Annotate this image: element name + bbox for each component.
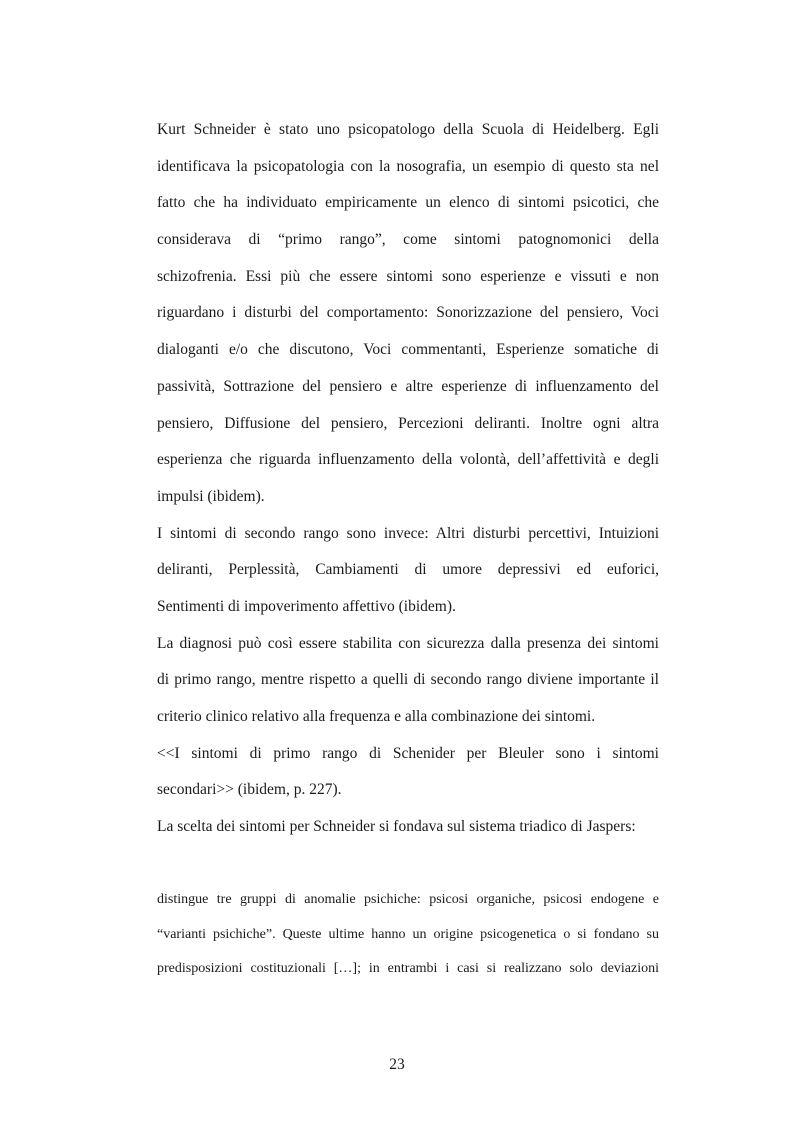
- text-line: pensiero, Diffusione del pensiero, Percezioni deliranti. Inoltre ogni altra: [157, 414, 659, 432]
- text-line: Sentimenti di impoverimento affettivo (ibidem).: [157, 597, 456, 615]
- text-line: La diagnosi può così essere stabilita con sicurezza dalla presenza dei sintomi: [157, 634, 659, 652]
- text-line: schizofrenia. Essi più che essere sintomi sono esperienze e vissuti e non: [157, 267, 659, 285]
- quote-line: predisposizioni costituzionali […]; in entrambi i casi si realizzano solo deviazioni: [157, 961, 659, 976]
- text-line: criterio clinico relativo alla frequenza e alla combinazione dei sintomi.: [157, 708, 596, 725]
- text-line: di primo rango, mentre rispetto a quelli di secondo rango diviene importante il: [157, 671, 659, 689]
- text-line: impulsi (ibidem).: [157, 487, 265, 505]
- text-line: La scelta dei sintomi per Schneider si fondava sul sistema triadico di Jaspers:: [157, 818, 636, 836]
- page-number: 23: [389, 1056, 405, 1073]
- block-quote: [157, 888, 659, 992]
- text-line: <<I sintomi di primo rango di Schenider per Bleuler sono i sintomi: [157, 744, 659, 762]
- text-line: fatto che ha individuato empiricamente un elenco di sintomi psicotici, che: [157, 194, 659, 212]
- text-line: secondari>> (ibidem, p. 227).: [157, 781, 342, 799]
- text-line: deliranti, Perplessità, Cambiamenti di umore depressivi ed euforici,: [157, 561, 659, 579]
- text-line: Kurt Schneider è stato uno psicopatologo della Scuola di Heidelberg. Egli: [157, 121, 659, 138]
- text-line: riguardano i disturbi del comportamento: Sonorizzazione del pensiero, Voci: [157, 304, 659, 322]
- text-line: passività, Sottrazione del pensiero e altre esperienze di influenzamento del: [157, 377, 659, 395]
- body-text: [157, 116, 659, 850]
- text-line: identificava la psicopatologia con la nosografia, un esempio di questo sta nel: [157, 157, 659, 175]
- text-line: considerava di “primo rango”, come sintomi patognomonici della: [157, 231, 659, 249]
- text-line: I sintomi di secondo rango sono invece: Altri disturbi percettivi, Intuizioni: [157, 524, 659, 542]
- text-line: esperienza che riguarda influenzamento della volontà, dell’affettività e degli: [157, 451, 659, 469]
- quote-line: distingue tre gruppi di anomalie psichiche: psicosi organiche, psicosi endogene e: [157, 892, 659, 907]
- text-line: dialoganti e/o che discutono, Voci commentanti, Esperienze somatiche di: [157, 341, 659, 359]
- quote-line: “varianti psichiche”. Queste ultime hanno un origine psicogenetica o si fondano su: [157, 926, 659, 942]
